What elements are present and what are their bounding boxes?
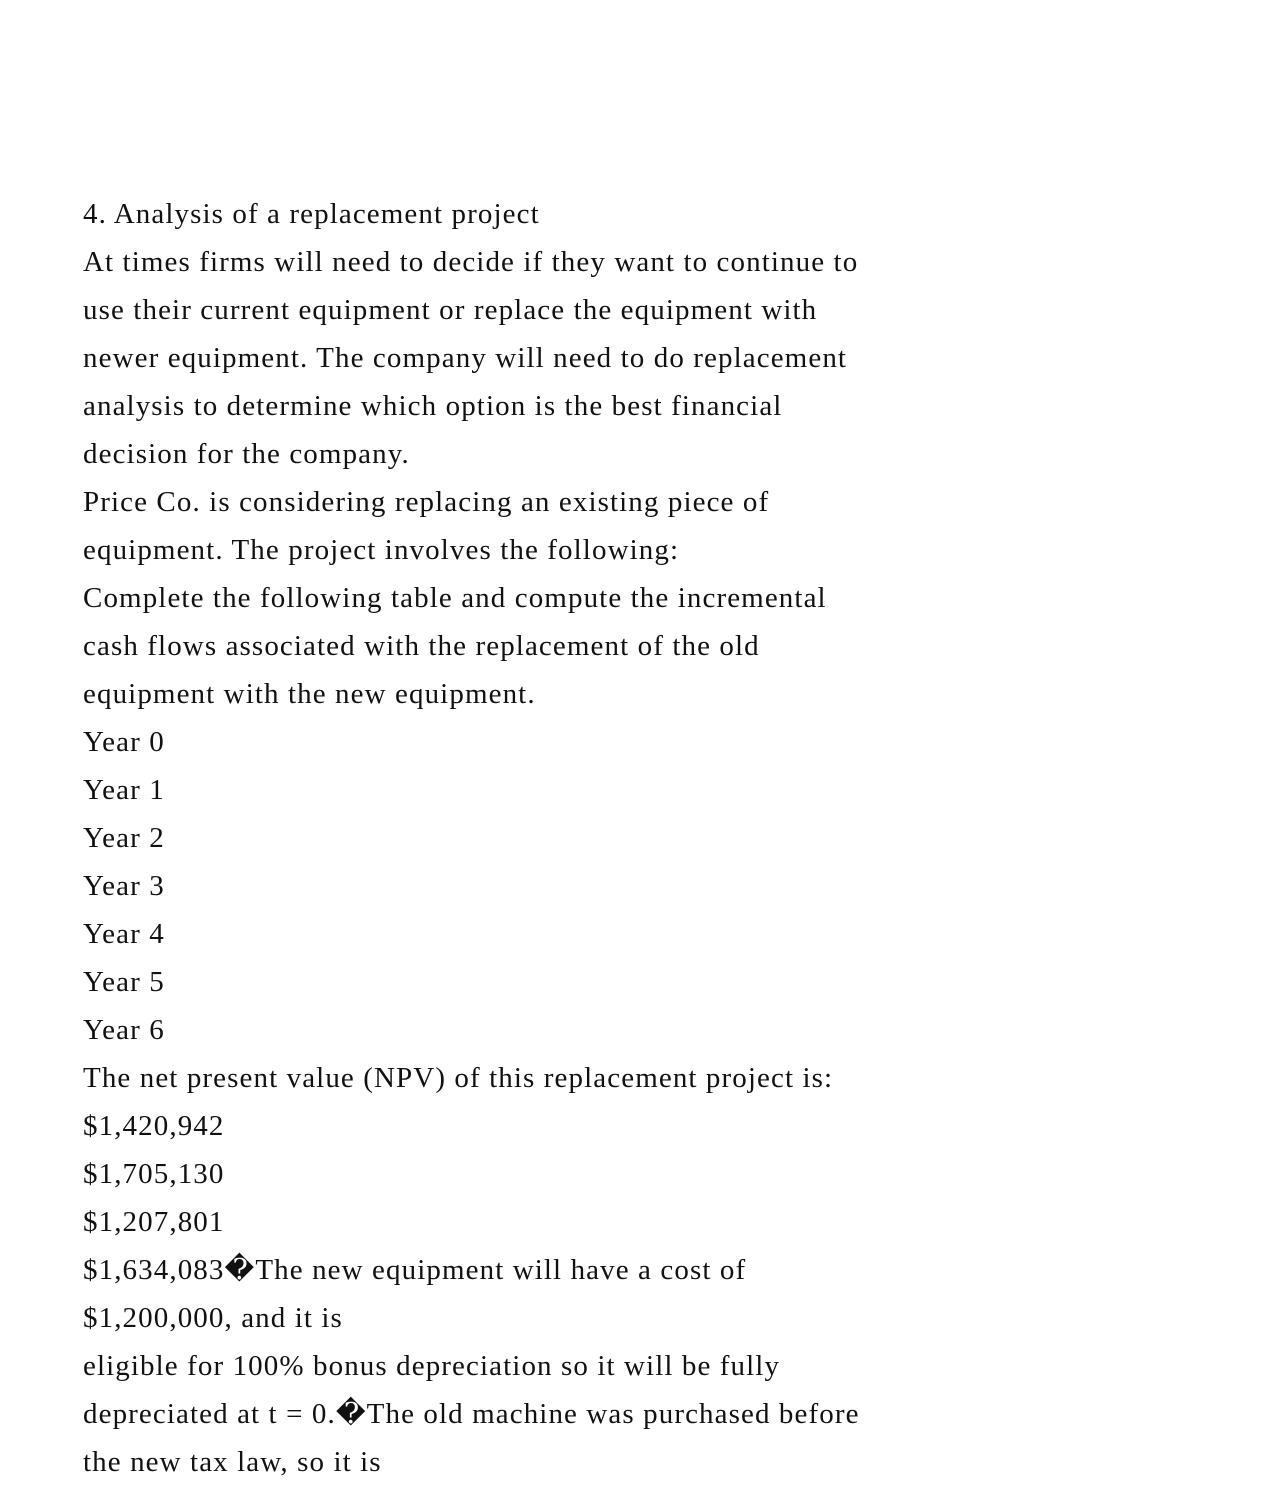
- section-heading: 4. Analysis of a replacement project: [83, 198, 540, 230]
- paragraph-line: newer equipment. The company will need to do replacement: [83, 342, 848, 374]
- year-label: Year 3: [83, 870, 165, 902]
- npv-question: The net present value (NPV) of this replacement project is:: [83, 1062, 834, 1094]
- paragraph-line: Price Co. is considering replacing an existing piece of: [83, 486, 770, 518]
- paragraph-line: Complete the following table and compute the incremental: [83, 582, 827, 614]
- paragraph-line: cash flows associated with the replacement of the old: [83, 630, 760, 662]
- paragraph-line: decision for the company.: [83, 438, 410, 470]
- year-label: Year 2: [83, 822, 165, 854]
- paragraph-line: eligible for 100% bonus depreciation so it will be fully: [83, 1350, 781, 1382]
- npv-option: $1,705,130: [83, 1158, 225, 1190]
- paragraph-line: depreciated at t = 0.�The old machine was purchased before: [83, 1398, 860, 1430]
- document-body: [83, 190, 1083, 1486]
- paragraph-line: analysis to determine which option is the best financial: [83, 390, 783, 422]
- paragraph-line: use their current equipment or replace the equipment with: [83, 294, 818, 326]
- paragraph-line: equipment. The project involves the following:: [83, 534, 680, 566]
- year-label: Year 0: [83, 726, 165, 758]
- paragraph-line: At times firms will need to decide if they want to continue to: [83, 246, 859, 278]
- year-label: Year 5: [83, 966, 165, 998]
- npv-option: $1,207,801: [83, 1206, 225, 1238]
- paragraph-line: equipment with the new equipment.: [83, 678, 536, 710]
- year-label: Year 4: [83, 918, 165, 950]
- npv-option: $1,634,083�The new equipment will have a cost of: [83, 1254, 747, 1286]
- npv-option: $1,420,942: [83, 1110, 225, 1142]
- year-label: Year 6: [83, 1014, 165, 1046]
- paragraph-line: the new tax law, so it is: [83, 1446, 382, 1478]
- paragraph-line: $1,200,000, and it is: [83, 1302, 343, 1334]
- year-label: Year 1: [83, 774, 165, 806]
